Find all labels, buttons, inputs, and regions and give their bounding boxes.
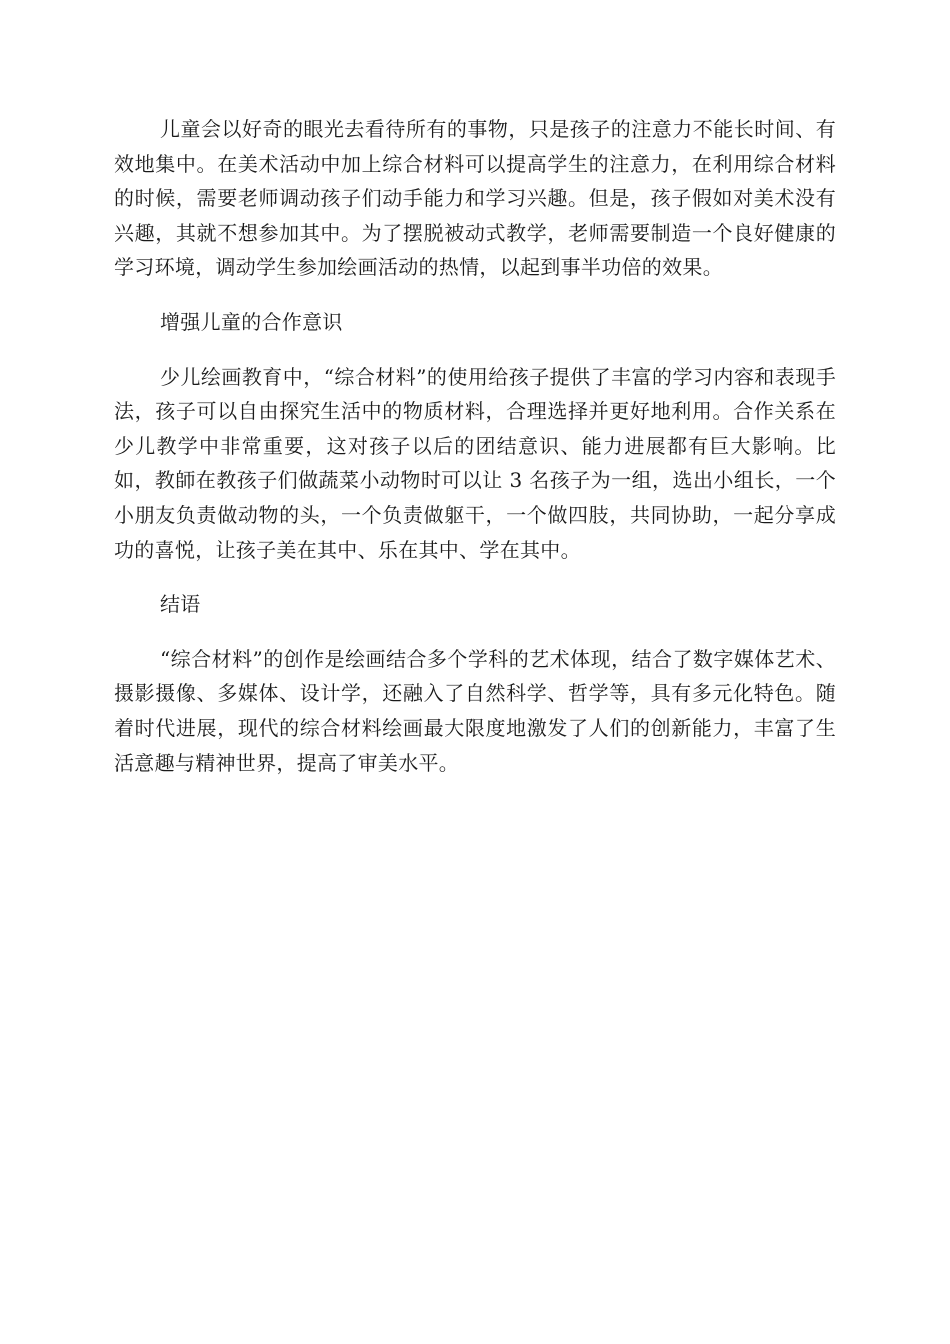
document-body (114, 112, 836, 800)
paragraph-attention: 儿童会以好奇的眼光去看待所有的事物，只是孩子的注意力不能长时间、有效地集中。在美术活动中加上综合材料可以提高学生的注意力，在利用综合材料的时候，需要老师调动孩子们动手能力和学习兴趣。但是，孩子假如对美术没有兴趣，其就不想参加其中。为了摆脱被动式教学，老师需要制造一个良好健康的学习环境，调动学生参加绘画活动的热情，以起到事半功倍的效果。 (114, 117, 836, 280)
paragraph-conclusion: “综合材料”的创作是绘画结合多个学科的艺术体现，结合了数字媒体艺术、摄影摄像、多媒体、设计学，还融入了自然科学、哲学等，具有多元化特色。随着时代进展，现代的综合材料绘画最大限度地激发了人们的创新能力，丰富了生活意趣与精神世界，提高了审美水平。 (114, 646, 836, 775)
section-heading-cooperation: 增强儿童的合作意识 (160, 309, 343, 334)
paragraph-cooperation: 少儿绘画教育中，“综合材料”的使用给孩子提供了丰富的学习内容和表现手法，孩子可以自由探究生活中的物质材料，合理选择并更好地利用。合作关系在少儿教学中非常重要，这对孩子以后的团结意识、能力进展都有巨大影响。比如，教師在教孩子们做蔬菜小动物时可以让 3 名孩子为一组，选出小组长，一个小朋友负责做动物的头，一个负责做躯干，一个做四肢，共同协助，一起分享成功的喜悦，让孩子美在其中、乐在其中、学在其中。 (114, 364, 836, 562)
section-heading-conclusion: 结语 (160, 592, 201, 617)
